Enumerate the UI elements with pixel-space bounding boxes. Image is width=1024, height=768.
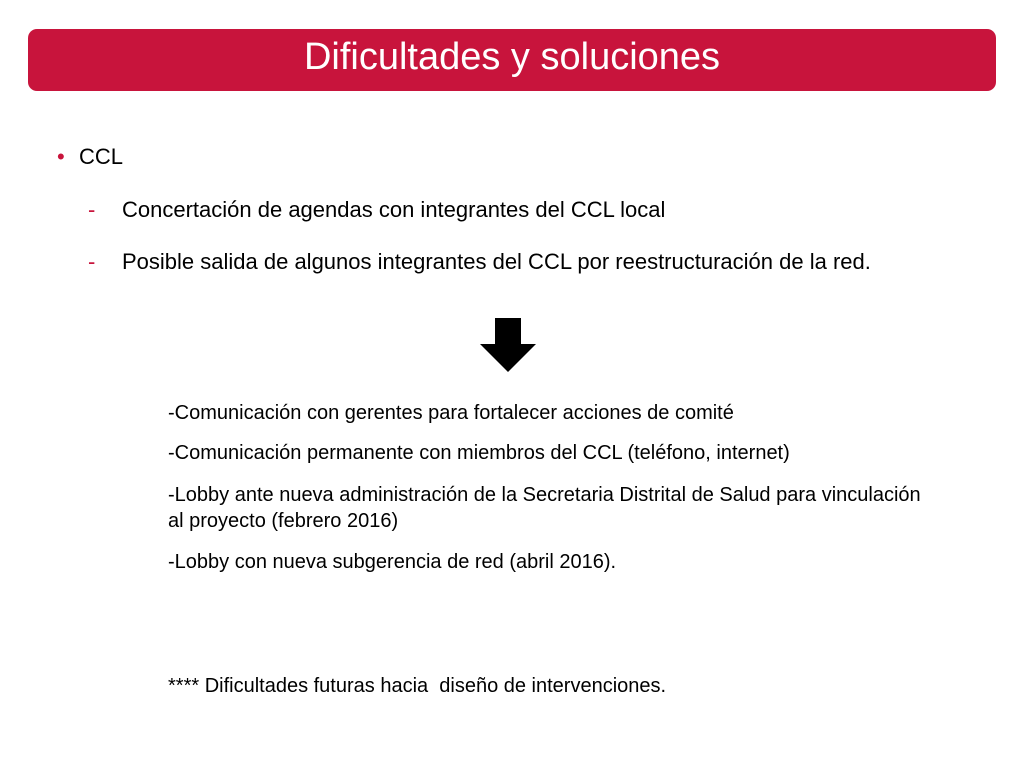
- solution-item: -Lobby ante nueva administración de la Secretaria Distrital de Salud para vinculación al proyecto (febrero 2016): [168, 484, 921, 532]
- title-bar: [28, 29, 996, 91]
- solution-item: -Comunicación permanente con miembros del CCL (teléfono, internet): [168, 442, 790, 464]
- dash-marker: -: [88, 249, 96, 274]
- difficulty-text: Posible salida de algunos integrantes del CCL por reestructuración de la red.: [122, 249, 871, 274]
- bullet-dot-icon: •: [57, 144, 65, 169]
- down-arrow-icon: [480, 318, 536, 372]
- difficulty-item: [88, 246, 986, 277]
- difficulty-item: [88, 194, 986, 225]
- bullet-label: CCL: [79, 144, 124, 169]
- solution-item: -Comunicación con gerentes para fortalecer acciones de comité: [168, 402, 734, 424]
- bullet-ccl: [57, 144, 123, 170]
- dash-marker: -: [88, 197, 96, 222]
- slide-title: Dificultades y soluciones: [303, 36, 721, 78]
- future-difficulties-note: **** Dificultades futuras hacia diseño de intervenciones.: [168, 675, 667, 697]
- solution-item: -Lobby con nueva subgerencia de red (abril 2016).: [168, 551, 617, 573]
- difficulty-text: Concertación de agendas con integrantes del CCL local: [122, 197, 666, 222]
